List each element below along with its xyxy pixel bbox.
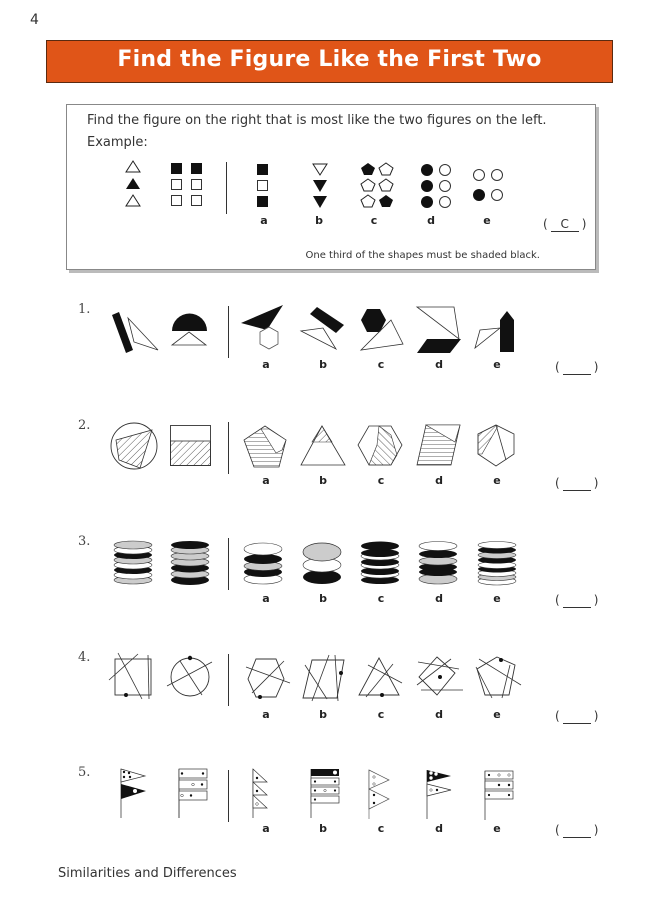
question-2-option-c-label: c bbox=[377, 474, 385, 487]
example-answer: ( C ) bbox=[543, 217, 587, 231]
question-1-number: 1. bbox=[78, 302, 91, 317]
question-1-answer-blank[interactable] bbox=[563, 360, 591, 375]
question-3-option-a-figure bbox=[243, 541, 288, 586]
example-divider bbox=[226, 162, 227, 214]
question-5-divider bbox=[228, 770, 229, 822]
question-4-number: 4. bbox=[78, 650, 91, 665]
example-label: Example: bbox=[87, 135, 148, 150]
question-5-figure-1 bbox=[120, 768, 160, 820]
question-4-option-a-label: a bbox=[262, 708, 270, 721]
question-5-option-b-figure bbox=[310, 768, 345, 820]
question-5-number: 5. bbox=[78, 765, 91, 780]
example-option-a-figure bbox=[256, 163, 276, 213]
question-4-option-e-label: e bbox=[493, 708, 501, 721]
question-1-figure-2 bbox=[171, 313, 211, 348]
question-1-divider bbox=[228, 306, 229, 358]
question-4-option-b-label: b bbox=[319, 708, 327, 721]
question-3-option-d-label: d bbox=[435, 592, 443, 605]
question-3-option-c-label: c bbox=[377, 592, 385, 605]
question-1-option-a-label: a bbox=[262, 358, 270, 371]
question-5-answer-blank[interactable] bbox=[563, 823, 591, 838]
question-3-option-c-figure bbox=[360, 541, 405, 586]
question-4-answer[interactable]: ( ) bbox=[555, 709, 599, 723]
question-4-option-d-label: d bbox=[435, 708, 443, 721]
question-3-option-e-figure bbox=[477, 541, 522, 586]
example-figure-2 bbox=[170, 162, 210, 212]
question-5-option-b-label: b bbox=[319, 822, 327, 835]
example-option-a-label: a bbox=[260, 214, 268, 227]
question-2-option-d-label: d bbox=[435, 474, 443, 487]
question-1-answer[interactable]: ( ) bbox=[555, 360, 599, 374]
question-5-option-d-label: d bbox=[435, 822, 443, 835]
question-2-option-a-figure bbox=[243, 425, 293, 470]
example-option-b-figure bbox=[312, 163, 332, 213]
question-2-divider bbox=[228, 422, 229, 474]
question-1-option-c-label: c bbox=[377, 358, 385, 371]
page-number: 4 bbox=[30, 12, 39, 28]
question-4-option-c-figure bbox=[358, 655, 408, 700]
question-3-answer[interactable]: ( ) bbox=[555, 593, 599, 607]
question-1-option-b-label: b bbox=[319, 358, 327, 371]
title-banner bbox=[46, 40, 613, 83]
question-2-option-c-figure bbox=[357, 425, 407, 470]
example-hint: One third of the shapes must be shaded black. bbox=[305, 250, 540, 261]
question-3-option-a-label: a bbox=[262, 592, 270, 605]
question-5-option-c-figure bbox=[368, 769, 398, 821]
question-2-answer[interactable]: ( ) bbox=[555, 476, 599, 490]
question-3-figure-2 bbox=[170, 541, 215, 586]
example-answer-blank: C bbox=[551, 217, 579, 232]
question-2-figure-1 bbox=[110, 422, 160, 472]
question-3-answer-blank[interactable] bbox=[563, 593, 591, 608]
page-footer: Similarities and Differences bbox=[58, 866, 237, 881]
example-figure-1 bbox=[124, 160, 144, 210]
question-3-option-d-figure bbox=[418, 541, 463, 586]
question-4-option-d-figure bbox=[417, 655, 467, 700]
example-option-e-figure bbox=[472, 168, 512, 208]
example-option-e-label: e bbox=[483, 214, 491, 227]
question-2-figure-2 bbox=[170, 425, 215, 470]
question-3-option-b-figure bbox=[302, 541, 347, 586]
question-2-option-a-label: a bbox=[262, 474, 270, 487]
question-5-option-a-label: a bbox=[262, 822, 270, 835]
example-option-b-label: b bbox=[315, 214, 323, 227]
question-2-answer-blank[interactable] bbox=[563, 476, 591, 491]
question-5-option-d-figure bbox=[426, 769, 461, 821]
question-1-figure-1 bbox=[110, 310, 160, 355]
question-2-option-d-figure bbox=[416, 424, 466, 469]
question-4-divider bbox=[228, 654, 229, 706]
page-title: Find the Figure Like the First Two bbox=[117, 47, 542, 72]
question-3-figure-1 bbox=[113, 541, 158, 586]
question-4-answer-blank[interactable] bbox=[563, 709, 591, 724]
question-2-option-e-label: e bbox=[493, 474, 501, 487]
question-2-option-e-figure bbox=[476, 424, 526, 469]
question-3-option-b-label: b bbox=[319, 592, 327, 605]
question-1-option-b-figure bbox=[300, 306, 350, 356]
instruction-text: Find the figure on the right that is most like the two figures on the left. bbox=[87, 113, 547, 128]
question-1-option-e-figure bbox=[474, 308, 524, 358]
example-option-d-figure bbox=[420, 163, 460, 213]
question-1-option-e-label: e bbox=[493, 358, 501, 371]
question-5-option-e-figure bbox=[484, 770, 519, 822]
question-2-number: 2. bbox=[78, 418, 91, 433]
example-option-d-label: d bbox=[427, 214, 435, 227]
question-4-option-a-figure bbox=[242, 657, 292, 702]
question-5-option-c-label: c bbox=[377, 822, 385, 835]
question-4-option-e-figure bbox=[475, 655, 525, 700]
question-4-option-c-label: c bbox=[377, 708, 385, 721]
example-option-c-figure bbox=[361, 162, 401, 212]
question-3-option-e-label: e bbox=[493, 592, 501, 605]
question-4-option-b-figure bbox=[302, 653, 352, 703]
example-option-c-label: c bbox=[370, 214, 378, 227]
question-3-divider bbox=[228, 538, 229, 590]
question-1-option-c-figure bbox=[357, 308, 407, 353]
question-1-option-d-label: d bbox=[435, 358, 443, 371]
question-5-answer[interactable]: ( ) bbox=[555, 823, 599, 837]
question-5-option-a-figure bbox=[252, 768, 282, 820]
question-3-number: 3. bbox=[78, 534, 91, 549]
question-1-option-a-figure bbox=[240, 303, 290, 358]
question-5-figure-2 bbox=[178, 768, 218, 820]
question-2-option-b-figure bbox=[300, 425, 350, 470]
question-1-option-d-figure bbox=[416, 306, 466, 356]
question-4-figure-1 bbox=[108, 651, 158, 701]
question-5-option-e-label: e bbox=[493, 822, 501, 835]
question-2-option-b-label: b bbox=[319, 474, 327, 487]
question-4-figure-2 bbox=[166, 655, 216, 700]
